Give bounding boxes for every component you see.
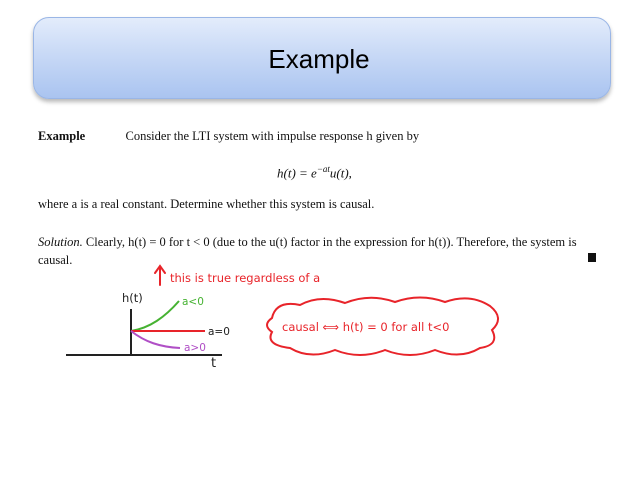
cloud-text: causal ⟺ h(t) = 0 for all t<0 bbox=[282, 320, 450, 334]
equation-rhs: u(t), bbox=[329, 165, 352, 181]
example-intro: Consider the LTI system with impulse response h given by bbox=[125, 129, 420, 143]
curve-label-up: a<0 bbox=[182, 296, 204, 308]
example-heading: Example bbox=[38, 129, 86, 143]
slide-title: Example bbox=[268, 44, 370, 74]
note-text: this is true regardless of a bbox=[170, 271, 321, 285]
equation-lhs: h(t) = e bbox=[277, 165, 317, 181]
solution-text: Clearly, h(t) = 0 for t < 0 (due to the u(t) factor in the expression for h(t)). Therefore, the system is causal. bbox=[38, 235, 577, 267]
note-arrow-icon bbox=[155, 266, 165, 285]
equation-exponent: −at bbox=[316, 164, 330, 174]
curve-label-flat: a=0 bbox=[208, 326, 230, 338]
curve-a-positive bbox=[131, 331, 180, 348]
x-axis-label: t bbox=[211, 356, 217, 371]
curve-label-down: a>0 bbox=[184, 342, 206, 354]
solution-label: Solution. bbox=[38, 235, 83, 249]
where-text: where a is a real constant. Determine whether this system is causal. bbox=[38, 197, 375, 211]
curve-a-negative bbox=[131, 301, 179, 331]
y-axis-label: h(t) bbox=[122, 291, 143, 305]
